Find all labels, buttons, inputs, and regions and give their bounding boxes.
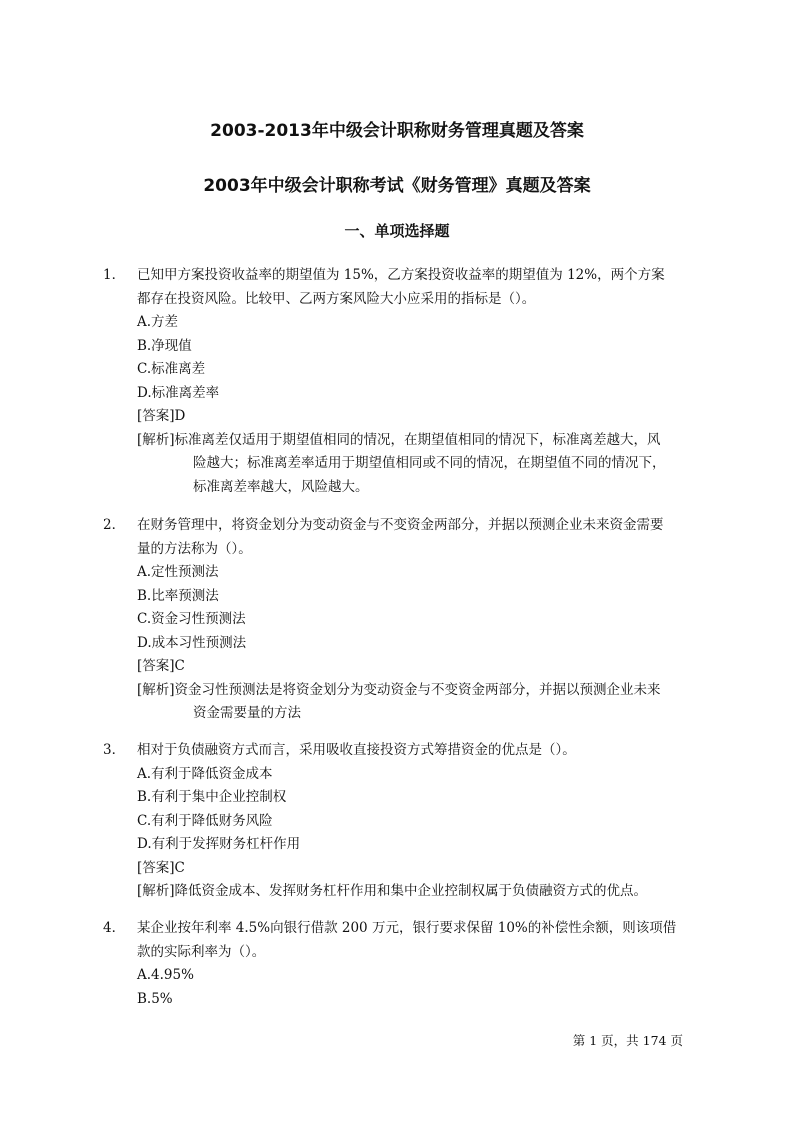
question-stem: 已知甲方案投资收益率的期望值为 15%，乙方案投资收益率的期望值为 12%，两个方案 xyxy=(137,267,665,283)
document-title: 2003-2013年中级会计职称财务管理真题及答案 xyxy=(210,121,584,141)
question-stem: 在财务管理中，将资金划分为变动资金与不变资金两部分，并据以预测企业未来资金需要 xyxy=(137,517,664,533)
document-subtitle: 2003年中级会计职称考试《财务管理》真题及答案 xyxy=(203,176,591,196)
option-c: C.标准离差 xyxy=(137,361,206,377)
option-b: B.比率预测法 xyxy=(137,587,219,604)
analysis: 资金需要量的方法 xyxy=(193,705,301,721)
option-d: D.标准离差率 xyxy=(137,384,220,401)
question-number: 1． xyxy=(103,267,126,283)
option-c: C.资金习性预测法 xyxy=(137,611,246,627)
option-a: A.有利于降低资金成本 xyxy=(137,765,273,782)
section-heading: 一、单项选择题 xyxy=(344,222,450,240)
option-b: B.5% xyxy=(137,990,173,1007)
analysis: [解析]降低资金成本、发挥财务杠杆作用和集中企业控制权属于负债融资方式的优点。 xyxy=(137,883,648,899)
analysis: 标准离差率越大，风险越大。 xyxy=(193,478,369,495)
option-a: A.4.95% xyxy=(137,967,194,983)
analysis: 险越大；标准离差率适用于期望值相同或不同的情况，在期望值不同的情况下， xyxy=(193,455,666,471)
question-stem: 某企业按年利率 4.5%向银行借款 200 万元，银行要求保留 10%的补偿性余额，则该项借 xyxy=(137,920,677,936)
page-number-footer: 第 1 页，共 174 页 xyxy=(572,1033,683,1048)
question-number: 2． xyxy=(103,517,126,533)
question-stem: 款的实际利率为（）。 xyxy=(137,943,266,960)
option-b: B.有利于集中企业控制权 xyxy=(137,789,287,805)
question-stem: 相对于负债融资方式而言，采用吸收直接投资方式筹措资金的优点是（）。 xyxy=(137,742,576,758)
option-b: B.净现值 xyxy=(137,337,192,354)
question-number: 3． xyxy=(103,742,126,758)
analysis: [解析]标准离差仅适用于期望值相同的情况，在期望值相同的情况下，标准离差越大，风 xyxy=(137,431,661,448)
option-a: A.方差 xyxy=(137,314,179,330)
answer: [答案]D xyxy=(137,408,186,424)
analysis: [解析]资金习性预测法是将资金划分为变动资金与不变资金两部分，并据以预测企业未来 xyxy=(137,681,661,698)
option-a: A.定性预测法 xyxy=(137,564,219,580)
question-stem: 都存在投资风险。比较甲、乙两方案风险大小应采用的指标是（）。 xyxy=(137,290,536,307)
option-d: D.有利于发挥财务杠杆作用 xyxy=(137,836,301,852)
option-c: C.有利于降低财务风险 xyxy=(137,812,273,829)
option-d: D.成本习性预测法 xyxy=(137,634,247,651)
answer: [答案]C xyxy=(137,658,185,674)
answer: [答案]C xyxy=(137,859,185,876)
question-number: 4． xyxy=(103,920,126,936)
question-stem: 量的方法称为（）。 xyxy=(137,540,252,557)
